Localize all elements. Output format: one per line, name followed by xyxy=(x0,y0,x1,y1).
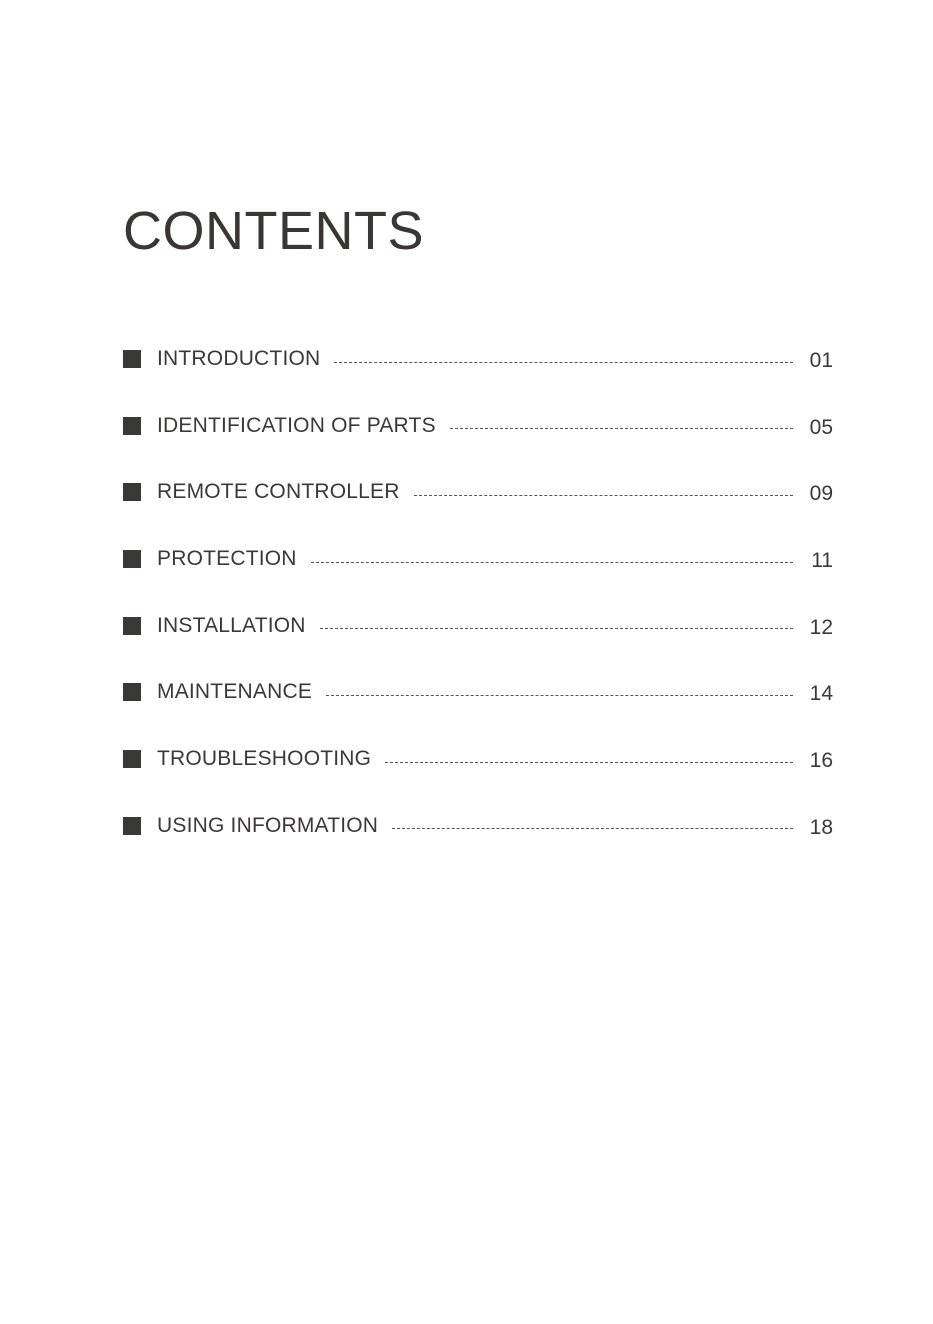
dotted-leader xyxy=(450,428,793,429)
toc-entry-label: REMOTE CONTROLLER xyxy=(157,480,400,504)
toc-entry-page-number: 05 xyxy=(809,415,833,439)
toc-entry-page-number: 16 xyxy=(809,749,833,773)
toc-entry-using-information[interactable] xyxy=(123,811,833,841)
toc-entry-label: TROUBLESHOOTING xyxy=(157,747,372,771)
toc-entry-label: MAINTENANCE xyxy=(157,680,313,704)
toc-entry-protection[interactable] xyxy=(123,544,833,574)
toc-entry-page-number: 01 xyxy=(809,349,833,372)
toc-entry-installation[interactable] xyxy=(123,611,833,641)
toc-entry-maintenance[interactable] xyxy=(123,677,833,707)
table-of-contents xyxy=(123,344,833,878)
toc-entry-page-number: 12 xyxy=(809,615,833,639)
toc-entry-label: IDENTIFICATION OF PARTS xyxy=(157,413,436,437)
dotted-leader xyxy=(385,762,793,763)
dotted-leader xyxy=(334,362,793,363)
toc-entry-page-number: 11 xyxy=(811,549,833,573)
toc-entry-label: INSTALLATION xyxy=(157,613,306,637)
square-bullet-icon xyxy=(123,350,141,368)
toc-entry-page-number: 18 xyxy=(809,815,833,839)
dotted-leader xyxy=(414,495,793,496)
toc-entry-troubleshooting[interactable] xyxy=(123,744,833,774)
square-bullet-icon xyxy=(123,550,141,568)
dotted-leader xyxy=(320,628,793,629)
square-bullet-icon xyxy=(123,817,141,835)
square-bullet-icon xyxy=(123,750,141,768)
page-title: CONTENTS xyxy=(123,201,424,261)
toc-entry-introduction[interactable] xyxy=(123,344,833,374)
toc-entry-remote-controller[interactable] xyxy=(123,477,833,507)
square-bullet-icon xyxy=(123,483,141,501)
toc-entry-label: USING INFORMATION xyxy=(157,813,379,837)
dotted-leader xyxy=(326,695,793,696)
square-bullet-icon xyxy=(123,417,141,435)
square-bullet-icon xyxy=(123,683,141,701)
dotted-leader xyxy=(392,828,793,829)
toc-entry-page-number: 14 xyxy=(809,682,833,706)
dotted-leader xyxy=(311,562,793,563)
toc-entry-page-number: 09 xyxy=(809,482,833,506)
toc-entry-label: PROTECTION xyxy=(157,547,297,571)
toc-entry-identification-of-parts[interactable] xyxy=(123,411,833,441)
square-bullet-icon xyxy=(123,617,141,635)
toc-entry-label: INTRODUCTION xyxy=(157,347,321,370)
